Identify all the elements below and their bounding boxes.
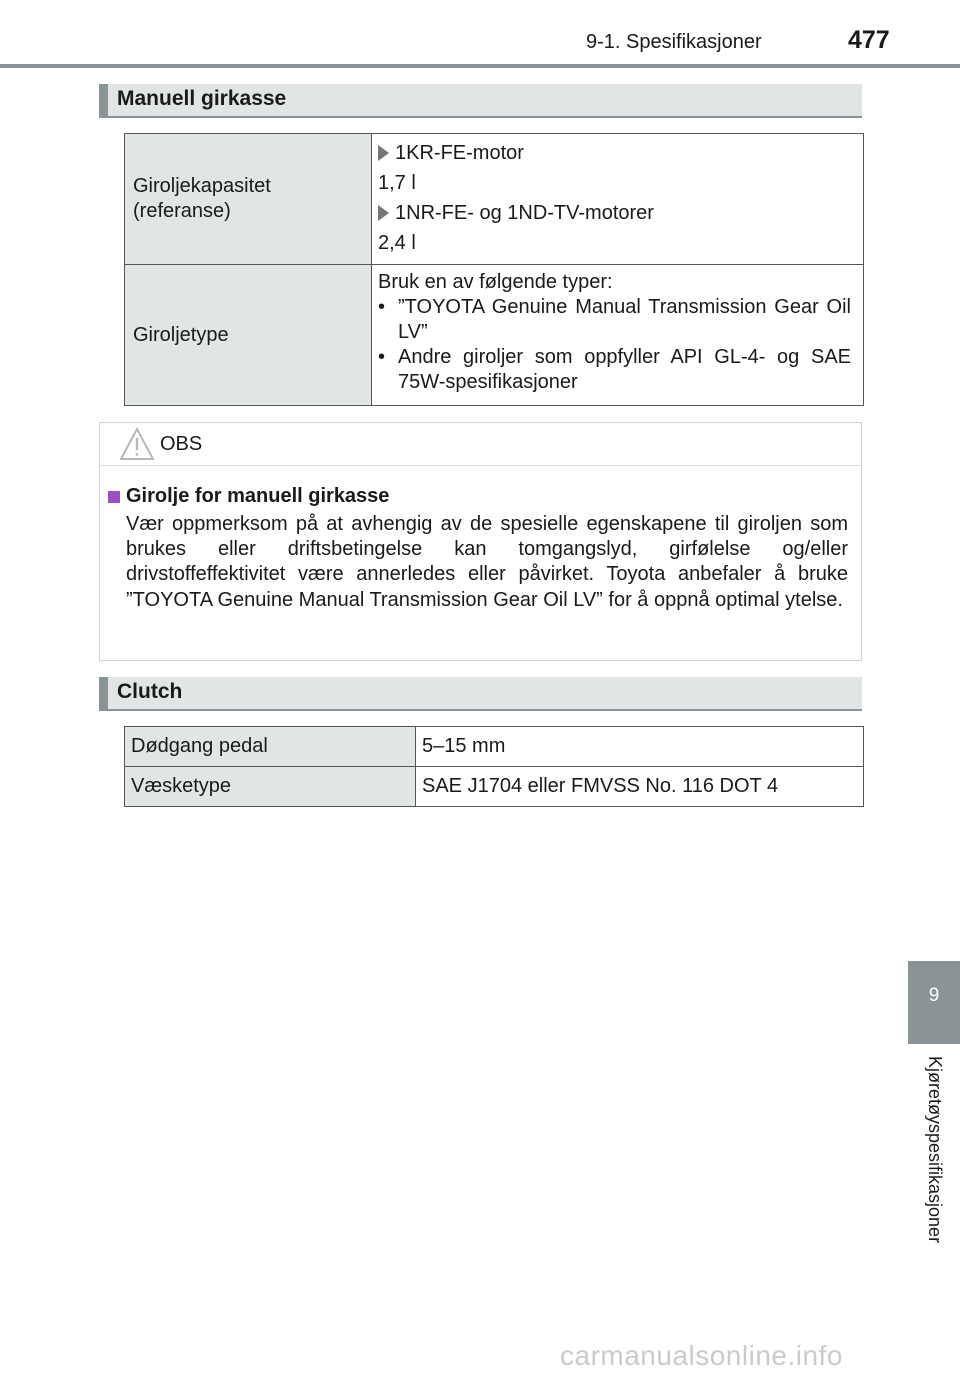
- engine-name: 1NR-FE- og 1ND-TV-motorer: [395, 202, 654, 224]
- engine-line-2: [378, 198, 851, 228]
- chapter-tab: [908, 961, 960, 1044]
- notice-text: Vær oppmerksom på at avhengig av de spesielle egenskapene til giroljen som brukes eller driftsbetingelse kan tomgangslyd, girfølelse og/eller drivstoffeffektivitet være annerledes eller påvirket. Toyota anbefaler å bruke ”TOYOTA Genuine Manual Transmission Gear Oil LV” for å oppnå optimal ytelse.: [126, 513, 848, 611]
- chapter-number: 9: [928, 985, 940, 1006]
- section-title-clutch: [99, 677, 862, 711]
- table-row: [125, 265, 864, 406]
- clutch-value: SAE J1704 eller FMVSS No. 116 DOT 4: [422, 775, 779, 797]
- notice-title: [108, 485, 389, 508]
- section-heading: 9-1. Spesifikasjoner: [586, 31, 762, 53]
- engine-name: 1KR-FE-motor: [395, 142, 524, 164]
- list-item: [378, 345, 851, 395]
- arrow-right-icon: [378, 205, 389, 221]
- warning-triangle-icon: [119, 427, 155, 461]
- bullet-text: Andre giroljer som oppfyller API GL-4- og SAE 75W-spesifikasjoner: [398, 345, 851, 393]
- type-label: Giroljetype: [133, 323, 229, 346]
- capacity-value: 2,4 l: [378, 232, 416, 254]
- arrow-right-icon: [378, 145, 389, 161]
- chapter-side-label-text: Kjøretøyspesifikasjoner: [925, 1056, 945, 1244]
- clutch-spec-table: [124, 726, 864, 807]
- clutch-label-cell: [125, 767, 416, 807]
- page-number: 477: [848, 26, 890, 54]
- clutch-value-cell: [416, 727, 864, 767]
- chapter-side-label: [922, 1056, 946, 1272]
- capacity-label-cell: [125, 134, 372, 265]
- table-row: [125, 134, 864, 265]
- clutch-label-cell: [125, 727, 416, 767]
- notice-box: [99, 422, 862, 661]
- table-row: [125, 727, 864, 767]
- capacity-label-ref: (referanse): [133, 200, 231, 222]
- gearbox-spec-table: [124, 133, 864, 406]
- capacity-label: Giroljekapasitet: [133, 175, 271, 197]
- notice-header: [100, 423, 861, 466]
- list-item: [378, 295, 851, 345]
- notice-label: OBS: [160, 433, 203, 455]
- clutch-value: 5–15 mm: [422, 735, 506, 757]
- type-intro: Bruk en av følgende typer:: [378, 270, 613, 293]
- clutch-value-cell: [416, 767, 864, 807]
- watermark: carmanualsonline.info: [560, 1340, 843, 1371]
- section-title-text: Clutch: [117, 680, 183, 703]
- notice-title-text: Girolje for manuell girkasse: [126, 485, 390, 507]
- clutch-label: Dødgang pedal: [131, 735, 268, 757]
- header-divider: [0, 64, 960, 68]
- type-label-cell: [125, 265, 372, 406]
- section-title-text: Manuell girkasse: [117, 87, 287, 110]
- table-row: [125, 767, 864, 807]
- engine-line-1: [378, 138, 851, 168]
- square-bullet-icon: [108, 491, 120, 503]
- bullet-text: ”TOYOTA Genuine Manual Transmission Gear Oil LV”: [398, 295, 851, 343]
- bullet: •: [378, 295, 386, 318]
- type-value-cell: [372, 265, 864, 406]
- section-title-manual-gearbox: [99, 84, 862, 118]
- clutch-label: Væsketype: [131, 775, 232, 797]
- capacity-value: 1,7 l: [378, 172, 416, 194]
- bullet: •: [378, 345, 386, 368]
- capacity-value-cell: [372, 134, 864, 265]
